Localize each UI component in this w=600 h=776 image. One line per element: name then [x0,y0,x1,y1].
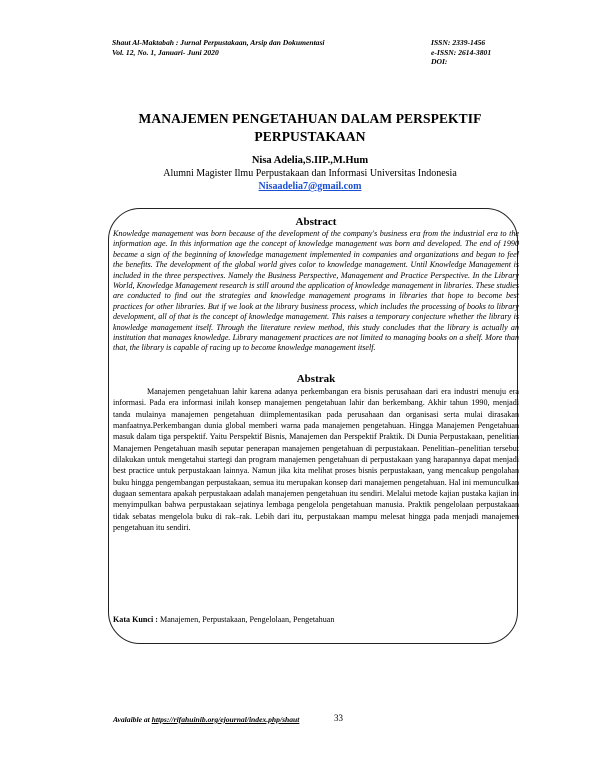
abstract-english-text: Knowledge management was born because of the development of the company's business era from the industrial era to the information age. In this information age the concept of knowledge management was born and developed. The end of 1990 became a sign of the beginning of knowledge management implemented in companies and organizations and began to feel the benefits. The development of the global world gives color to knowledge management. Until Knowledge Management is included in the three perspectives. Namely the Business Perspective, Management and Practice Perspective. In the Library World, Knowledge Management research is still around the application of knowledge management in libraries. These studies are conducted to find out the strategies and knowledge management programs in libraries that hope to become best practices for other libraries. But if we look at the library business process, which includes the processing of books to library development, all of that is the concept of knowledge management. This raises a temporary conjecture whether the library is knowledge management itself. Through the literature review method, this study concludes that the library is actually an institution that manages knowledge. Library management practices are not limited to managing books on a shelf. More than that, the library is capable of racing up to become knowledge management itself. [113,229,519,353]
issn-block [431,38,491,67]
keywords [113,614,513,625]
journal-volume: Vol. 12, No. 1, Januari- Juni 2020 [112,47,219,57]
paper-title [100,110,520,146]
journal-header [112,38,325,57]
eissn: e-ISSN: 2614-3801 [431,47,492,57]
abstract-indonesian [113,373,519,533]
abstract-heading: Abstract [295,216,337,228]
footer-available-label: Avalaible at [113,715,152,724]
author-block [100,154,520,193]
doi: DOI: [431,57,448,66]
abstract-indonesian-text: Manajemen pengetahuan lahir karena adanya perkembangan era bisnis perusahaan dari era industri menuju era informasi. Pada era informasi inilah konsep manajemen pengetahuan lahir dan berkembang. Akhir tahun 1990, menjadi tanda mulainya manajemen pengetahuan diimplementasikan pada perusahaan dan organisasi serta mulai dirasakan manfaatnya.Perkembangan dunia global memberi warna pada manajemen pengetahuan. Hingga Manajemen Pengetahuan masuk dalam tiga perspektif. Yaitu Perspektif Bisnis, Manajemen dan Perspektif Praktik. Di Dunia Perpustakaan, penelitian Manajemen Pengetahuan masih seputar penerapan manajemen pengetahuan di perpustakaan. Penelitian–penelitian tersebut dilakukan untuk mengetahui startegi dan program manajemen pengetahuan di perpustakaan yang harapannya dapat menjadi best practice untuk perpustakaan lainnya. Namun jika kita melihat proses bisnis perpustakaan, yang mencakup pengolahan buku hingga pengembangan perpustakaan, semua itu merupakan konsep dari manajemen pengetahuan. Hal ini memunculkan dugaan sementara apakah perpustakaan adalah manajemen pengetahuan itu sendiri. Melalui metode kajian pustaka kajian ini menyimpulkan bahwa perpustakaan sejatinya lembaga pengelola pengetahuan manusia. Praktik pengelolaan perpustakaan tidak sebatas mengelola buku di rak–rak. Lebih dari itu, perpustakaan mampu melesat hingga pada menjadi manajemen pengetahuan itu sendiri. [113,387,519,533]
page-number: 33 [334,713,343,723]
author-name: Nisa Adelia,S.IIP.,M.Hum [251,155,369,166]
author-email-link[interactable]: Nisaadelia7@gmail.com [258,181,362,192]
title-line-2: PERPUSTAKAAN [254,129,366,144]
footer [113,715,299,724]
abstrak-heading: Abstrak [296,373,336,385]
abstract-english [113,216,519,354]
keywords-label: Kata Kunci : [113,615,158,624]
journal-name: Shaut Al-Maktabah : Jurnal Perpustakaan, Arsip dan Dokumentasi [112,38,325,47]
keywords-text: Manajemen, Perpustakaan, Pengelolaan, Pengetahuan [157,615,335,624]
title-line-1: MANAJEMEN PENGETAHUAN DALAM PERSPEKTIF [138,111,482,126]
footer-url-link[interactable]: https://rifahuinib.org/ejournal/index.php/shaut [151,715,300,724]
author-affiliation: Alumni Magister Ilmu Perpustakaan dan Informasi Universitas Indonesia [163,168,457,179]
issn: ISSN: 2339-1456 [431,38,486,47]
